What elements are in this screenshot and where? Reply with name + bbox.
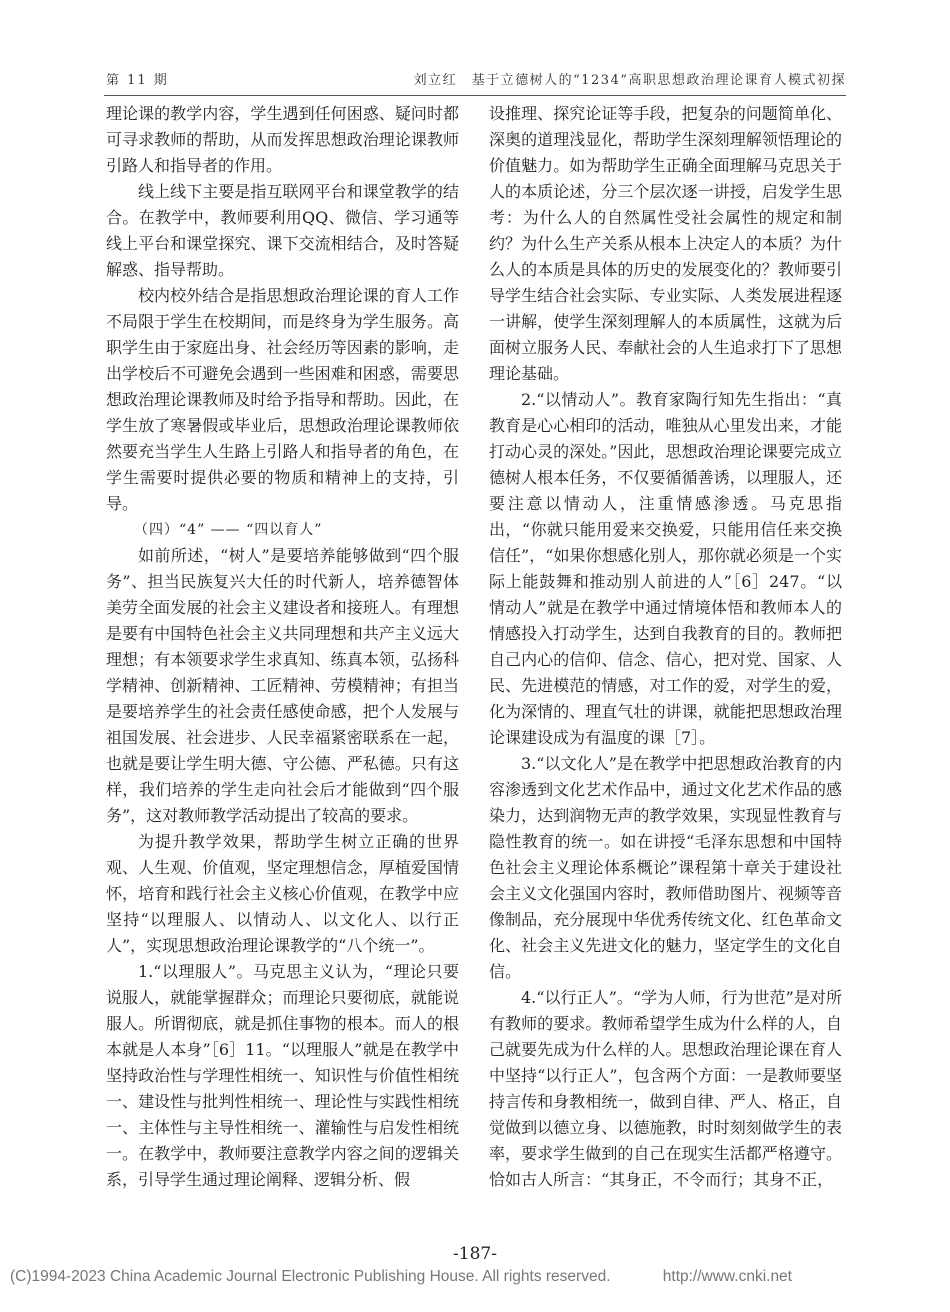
- right-paragraph: 4.“以行正人”。“学为人师，行为世范”是对所有教师的要求。教师希望学生成为什么样的人，自己就要先成为什么样的人。思想政治理论课在育人中坚持“以行正人”，包含两个方面：一是教师要坚持言传和身教相统一，做到自律、严人、格正，自觉做到以德立身、以德施教，时时刻刻做学生的表率，要求学生做到的自己在现实生活都严格遵守。恰如古人所言：“其身正，不令而行；其身不正，: [489, 988, 842, 1189]
- right-paragraph: 3.“以文化人”是在教学中把思想政治教育的内容渗透到文化艺术作品中，通过文化艺术作品的感染力，达到润物无声的教学效果，实现显性教育与隐性教育的统一。如在讲授“毛泽东思想和中国特色社会主义理论体系概论”课程第十章关于建设社会主义文化强国内容时，教师借助图片、视频等音像制品，充分展现中华优秀传统文化、红色革命文化、社会主义先进文化的魅力，坚定学生的文化自信。: [489, 754, 842, 981]
- page-number: -187-: [453, 1244, 497, 1264]
- left-column: [106, 101, 459, 1193]
- left-paragraph: 线上线下主要是指互联网平台和课堂教学的结合。在教学中，教师要利用QQ、微信、学习通等线上平台和课堂探究、课下交流相结合，及时答疑解惑、指导帮助。: [106, 182, 459, 279]
- left-paragraph: 为提升教学效果，帮助学生树立正确的世界观、人生观、价值观，坚定理想信念，厚植爱国情怀，培育和践行社会主义核心价值观，在教学中应坚持“以理服人、以情动人、以文化人、以行正人”，实现思想政治理论课教学的“八个统一”。: [106, 832, 459, 955]
- footer-copyright: (C)1994-2023 China Academic Journal Electronic Publishing House. All rights reserved.: [10, 1268, 611, 1285]
- left-paragraph: 理论课的教学内容，学生遇到任何困惑、疑问时都可寻求教师的帮助，从而发挥思想政治理论课教师引路人和指导者的作用。: [106, 104, 459, 175]
- header-rule: [104, 95, 846, 96]
- footer-url[interactable]: http://www.cnki.net: [662, 1268, 792, 1285]
- left-paragraph: 校内校外结合是指思想政治理论课的育人工作不局限于学生在校期间，而是终身为学生服务。高职学生由于家庭出身、社会经历等因素的影响，走出学校后不可避免会遇到一些困难和困惑，需要思想政治理论课教师及时给予指导和帮助。因此，在学生放了寒暑假或毕业后，思想政治理论课教师依然要充当学生人生路上引路人和指导者的角色，在学生需要时提供必要的物质和精神上的支持，引导。: [106, 286, 459, 513]
- running-title: 刘立红 基于立德树人的“1234”高职思想政治理论课育人模式初探: [413, 73, 846, 88]
- right-paragraph: 2.“以情动人”。教育家陶行知先生指出：“真教育是心心相印的活动，唯独从心里发出来，才能打动心灵的深处。”因此，思想政治理论课要完成立德树人根本任务，不仅要循循善诱，以理服人，还要注意以情动人，注重情感渗透。马克思指出，“你就只能用爱来交换爱，只能用信任来交换信任”，“如果你想感化别人，那你就必须是一个实际上能鼓舞和推动别人前进的人”［6］247。“以情动人”就是在教学中通过情境体悟和教师本人的情感投入打动学生，达到自我教育的目的。教师把自己内心的信仰、信念、信心，把对党、国家、人民、先进模范的情感，对工作的爱，对学生的爱，化为深情的、理直气壮的讲课，就能把思想政治理论课建设成为有温度的课［7］。: [489, 390, 842, 747]
- journal-issue: 第 11 期: [106, 73, 169, 88]
- right-column: [489, 101, 842, 1193]
- left-paragraph: 1.“以理服人”。马克思主义认为，“理论只要说服人，就能掌握群众；而理论只要彻底，就能说服人。所谓彻底，就是抓住事物的根本。而人的根本就是人本身”［6］11。“以理服人”就是在教学中坚持政治性与学理性相统一、知识性与价值性相统一、建设性与批判性相统一、理论性与实践性相统一、主体性与主导性相统一、灌输性与启发性相统一。在教学中，教师要注意教学内容之间的逻辑关系，引导学生通过理论阐释、逻辑分析、假: [106, 962, 459, 1189]
- right-paragraph: 设推理、探究论证等手段，把复杂的问题简单化、深奥的道理浅显化，帮助学生深刻理解领悟理论的价值魅力。如为帮助学生正确全面理解马克思关于人的本质论述，分三个层次逐一讲授，启发学生思考：为什么人的自然属性受社会属性的规定和制约？为什么生产关系从根本上决定人的本质？为什么人的本质是具体的历史的发展变化的？教师要引导学生结合社会实际、专业实际、人类发展进程逐一讲解，使学生深刻理解人的本质属性，这就为后面树立服务人民、奉献社会的人生追求打下了思想理论基础。: [489, 104, 842, 383]
- section-subheading: （四）“4” —— “四以育人”: [134, 522, 323, 538]
- left-paragraph: 如前所述，“树人”是要培养能够做到“四个服务”、担当民族复兴大任的时代新人，培养德智体美劳全面发展的社会主义建设者和接班人。有理想是要有中国特色社会主义共同理想和共产主义远大理想；有本领要求学生求真知、练真本领，弘扬科学精神、创新精神、工匠精神、劳模精神；有担当是要培养学生的社会责任感使命感，把个人发展与祖国发展、社会进步、人民幸福紧密联系在一起，也就是要让学生明大德、守公德、严私德。只有这样，我们培养的学生走向社会后才能做到“四个服务”，这对教师教学活动提出了较高的要求。: [106, 546, 459, 825]
